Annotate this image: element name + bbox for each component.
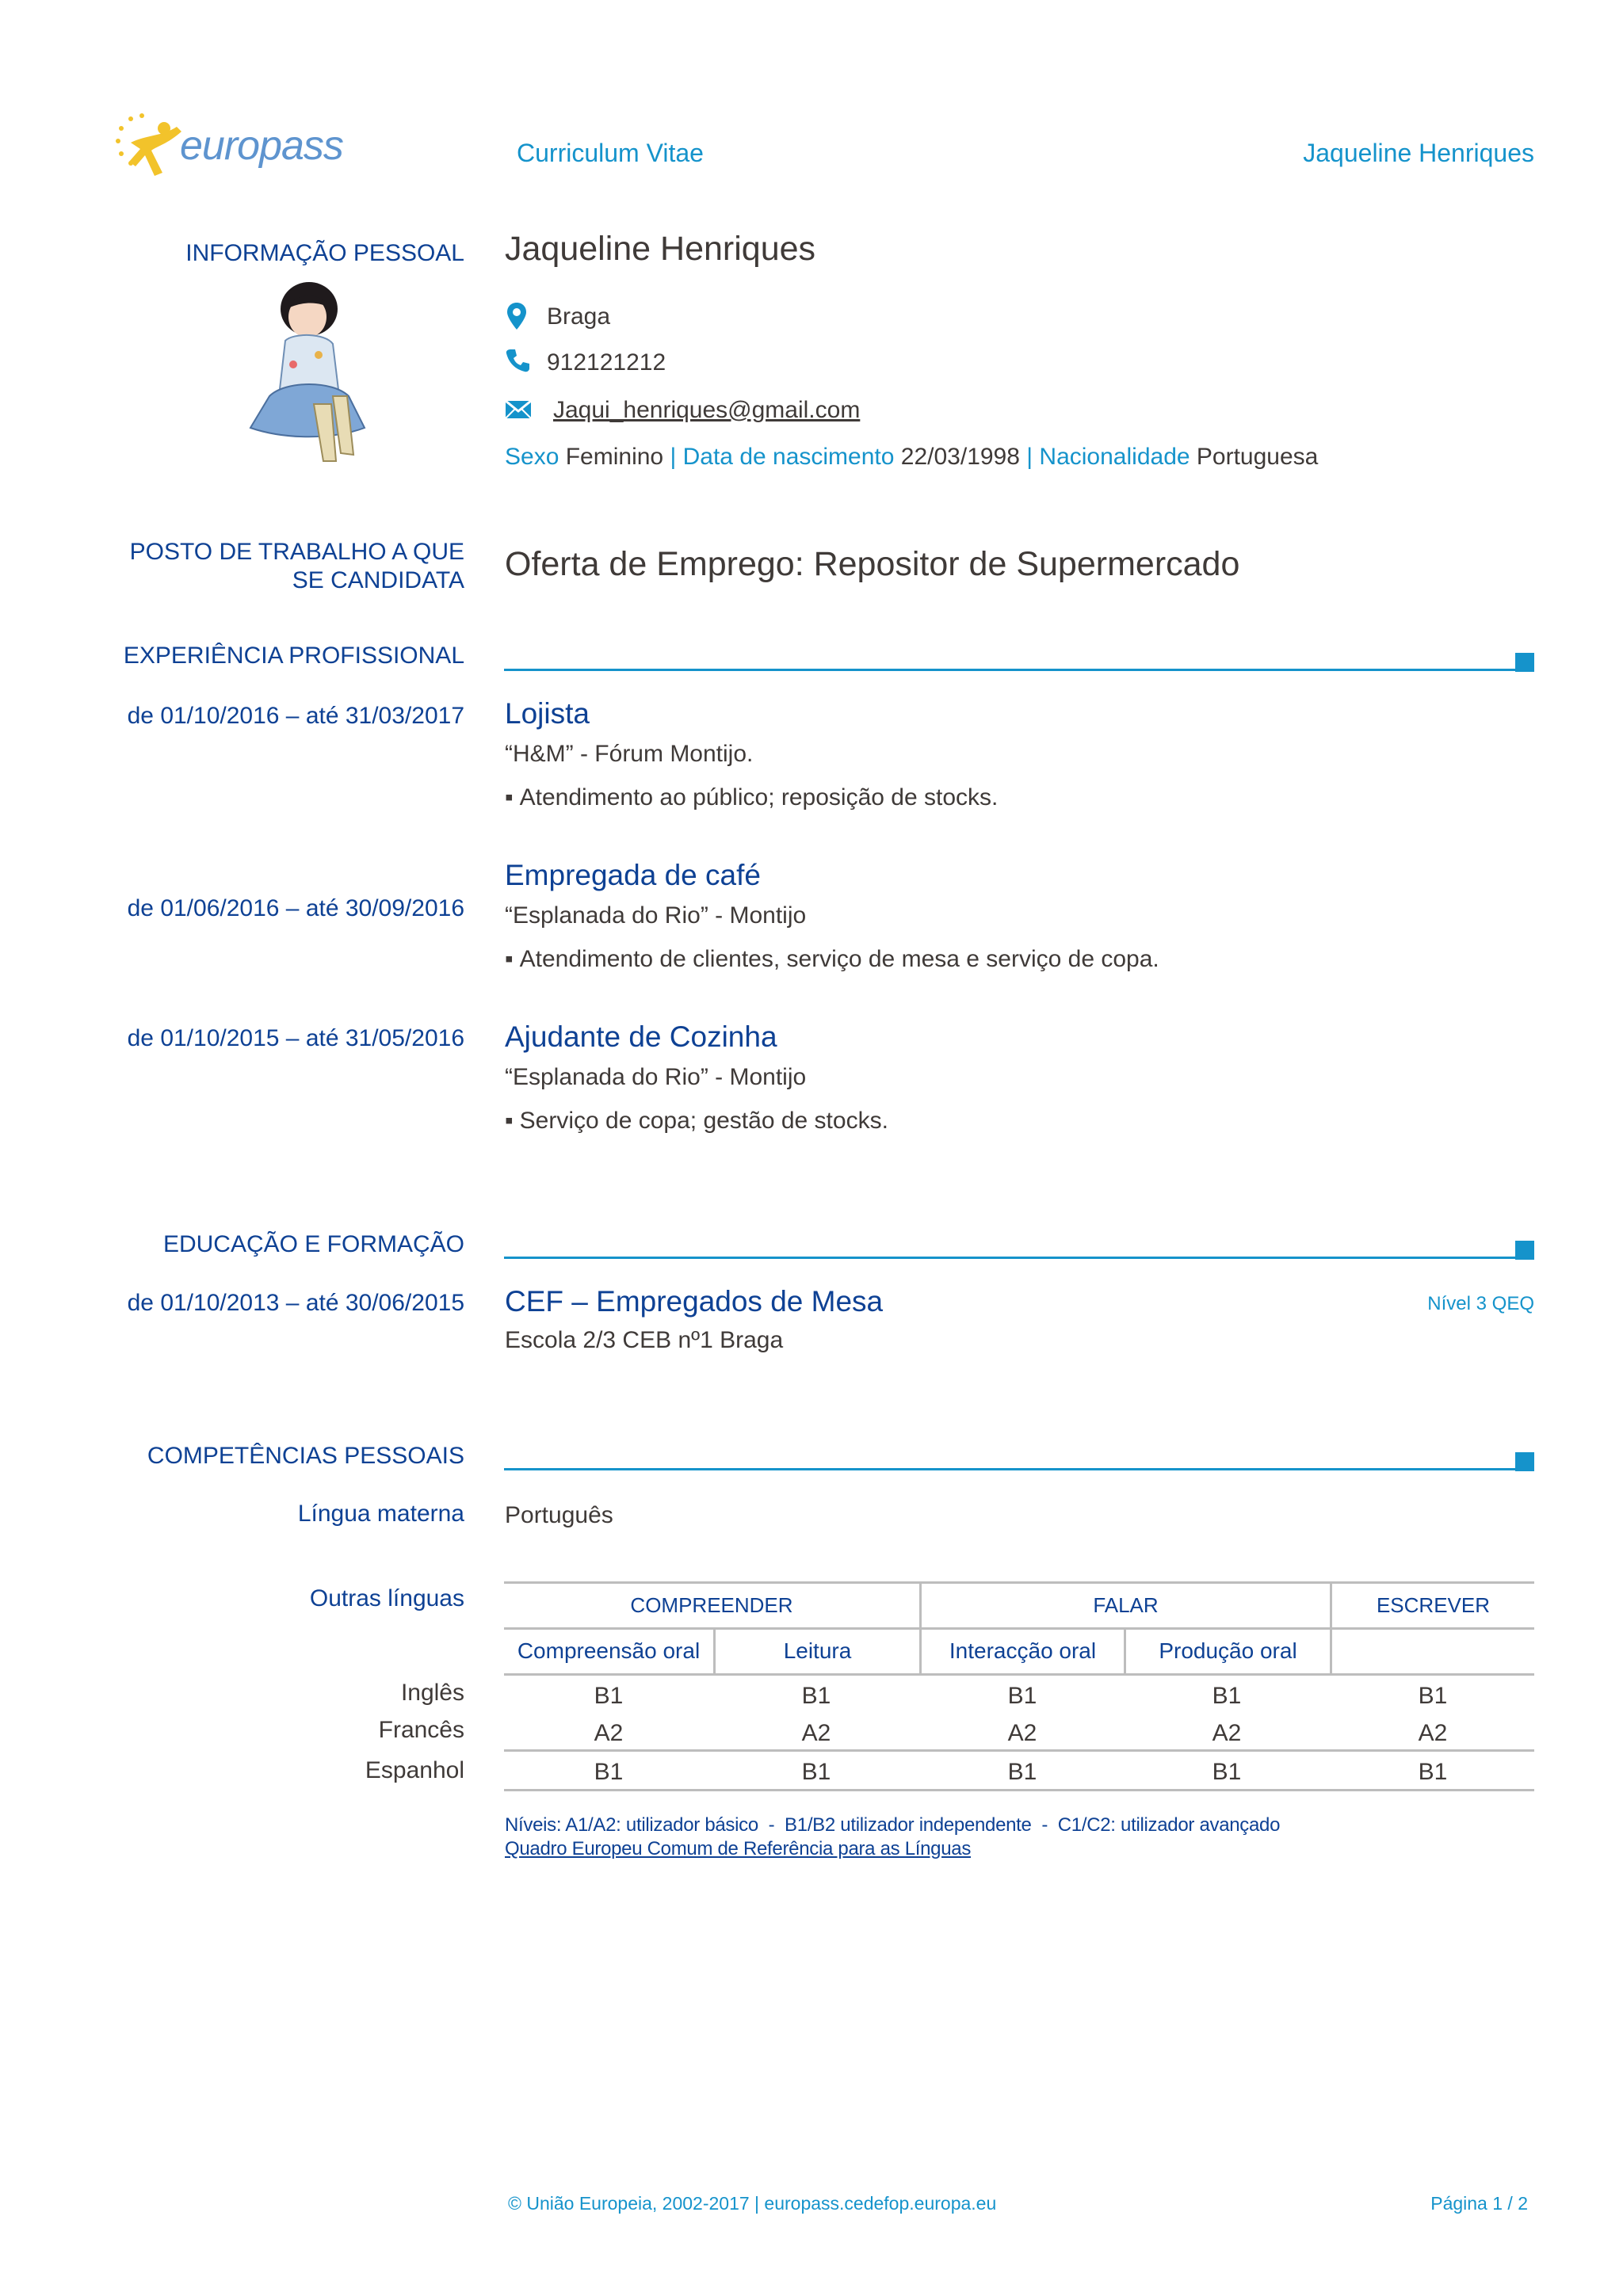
language-level: B1 [801,1683,831,1709]
location-icon [507,303,526,330]
language-level: B1 [1418,1683,1448,1709]
birth-value: 22/03/1998 [900,444,1020,470]
section-marker [1515,1452,1534,1471]
language-level: B1 [1007,1683,1037,1709]
table-rule [504,1789,1534,1791]
language-level: B1 [1212,1759,1242,1785]
experience-employer: “Esplanada do Rio” - Montijo [505,902,807,929]
nationality-label: Nacionalidade [1039,444,1190,470]
experience-dates: de 01/10/2015 – até 31/05/2016 [127,1025,464,1051]
personal-details-line [505,444,1318,471]
education-title: CEF – Empregados de Mesa [505,1285,884,1318]
table-group-header: COMPREENDER [630,1593,793,1617]
experience-title: Lojista [505,697,590,730]
section-marker [1515,1241,1534,1260]
experience-dates: de 01/06/2016 – até 30/09/2016 [127,895,464,921]
table-group-header: FALAR [1093,1593,1159,1617]
full-name: Jaqueline Henriques [505,230,816,268]
address: Braga [547,303,611,330]
language-level: A2 [1007,1720,1037,1746]
section-divider [504,1257,1515,1259]
job-applied-label [130,538,464,595]
experience-employer: “H&M” - Fórum Montijo. [505,741,754,767]
education-label: EDUCAÇÃO E FORMAÇÃO [162,1231,464,1257]
language-level: B1 [594,1759,624,1785]
education-dates: de 01/10/2013 – até 30/06/2015 [127,1290,464,1316]
separator: | [670,444,677,470]
sex-label: Sexo [505,444,559,470]
job-applied-label-line1: POSTO DE TRABALHO A QUE [129,539,464,565]
table-subheader: Leitura [783,1638,852,1663]
experience-employer: “Esplanada do Rio” - Montijo [505,1064,807,1090]
education-school: Escola 2/3 CEB nº1 Braga [505,1327,784,1353]
header-name: Jaqueline Henriques [1303,139,1534,167]
cefr-link[interactable]: Quadro Europeu Comum de Referência para as Línguas [505,1838,972,1859]
phone: 912121212 [547,349,666,376]
europass-logo [115,111,343,182]
section-divider [504,669,1515,671]
language-name: Inglês [400,1680,464,1706]
mother-tongue-label: Língua materna [297,1501,464,1527]
language-level: B1 [801,1759,831,1785]
doc-title: Curriculum Vitae [517,139,704,167]
section-marker [1515,653,1534,672]
language-level: B1 [1007,1759,1037,1785]
language-level: A2 [1418,1720,1448,1746]
language-name: Francês [378,1717,464,1743]
page-number: Página 1 / 2 [1430,2193,1528,2214]
job-applied-value: Oferta de Emprego: Repositor de Supermercado [505,545,1240,583]
experience-activity: ▪ Atendimento ao público; reposição de stocks. [505,784,998,811]
job-applied-label-line2: SE CANDIDATA [292,567,464,593]
levels-note: Níveis: A1/A2: utilizador básico - B1/B2 utilizador independente - C1/C2: utilizador avançado [505,1814,1281,1836]
birth-label: Data de nascimento [682,444,895,470]
language-level: A2 [594,1720,624,1746]
nationality-value: Portuguesa [1196,444,1319,470]
table-subheader: Interacção oral [949,1638,1097,1663]
experience-dates: de 01/10/2016 – até 31/03/2017 [127,703,464,729]
personal-info-label: INFORMAÇÃO PESSOAL [185,240,464,266]
language-level: A2 [1212,1720,1242,1746]
table-rule [504,1627,1534,1630]
phone-icon [506,349,529,372]
table-subheader: Compreensão oral [517,1638,701,1663]
experience-activity: ▪ Serviço de copa; gestão de stocks. [505,1108,888,1135]
language-level: B1 [1418,1759,1448,1785]
separator: | [1026,444,1033,470]
language-name: Espanhol [365,1757,464,1783]
section-divider [504,1468,1515,1470]
language-level: B1 [1212,1683,1242,1709]
table-rule [504,1581,1534,1584]
sex-value: Feminino [565,444,664,470]
language-level: B1 [594,1683,624,1709]
other-languages-label: Outras línguas [309,1585,464,1611]
email-icon [505,400,532,419]
experience-title: Ajudante de Cozinha [505,1020,777,1053]
table-subheader: Produção oral [1159,1638,1297,1663]
experience-label: EXPERIÊNCIA PROFISSIONAL [123,643,464,669]
table-rule [504,1673,1534,1676]
skills-label: COMPETÊNCIAS PESSOAIS [147,1443,464,1469]
footer-copyright: © União Europeia, 2002-2017 | europass.cedefop.europa.eu [508,2193,997,2214]
table-group-header: ESCREVER [1376,1593,1491,1617]
experience-title: Empregada de café [505,859,761,891]
europass-wordmark: europass [180,123,343,169]
profile-photo [238,277,372,475]
education-level: Nível 3 QEQ [1427,1293,1534,1314]
experience-activity: ▪ Atendimento de clientes, serviço de mesa e serviço de copa. [505,946,1159,973]
mother-tongue-value: Português [505,1502,613,1528]
table-rule [504,1749,1534,1752]
language-level: A2 [801,1720,831,1746]
email-link[interactable]: Jaqui_henriques@gmail.com [553,397,861,423]
